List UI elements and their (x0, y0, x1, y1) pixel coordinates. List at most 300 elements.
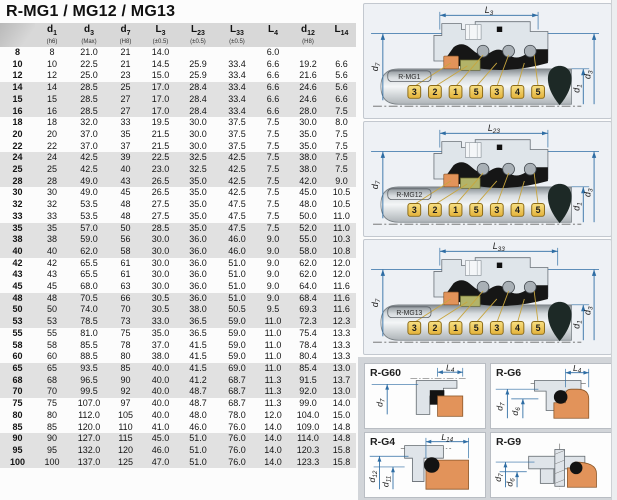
callout-number: 5 (535, 86, 541, 97)
table-cell: 51.0 (179, 445, 217, 457)
table-cell: 47.0 (142, 457, 179, 469)
table-cell: 20 (46, 128, 57, 139)
table-row (0, 328, 356, 340)
table-cell: 80 (120, 351, 131, 362)
table-cell: 41.5 (179, 363, 217, 375)
table-row (0, 59, 356, 71)
table-cell: 38 (0, 234, 35, 246)
table-cell: 9.0 (257, 246, 289, 258)
table-cell: 49.0 (69, 176, 109, 188)
table-cell: 24.6 (289, 82, 327, 94)
table-cell: 35.0 (179, 223, 217, 235)
table-cell: 78 (120, 339, 131, 350)
table-cell: 36.0 (189, 257, 207, 268)
table-cell: 42 (46, 257, 57, 268)
dim-label-d1: $d_1$ (571, 84, 584, 93)
column-header: $L_{14}$ (327, 23, 356, 47)
table-cell: 14.0 (257, 457, 289, 469)
table-cell: 7.5 (335, 140, 348, 151)
page-edge (611, 0, 617, 500)
table-cell: 47.5 (228, 199, 246, 210)
table-cell: 76.0 (217, 433, 257, 445)
seat-ring (438, 396, 463, 416)
table-row (0, 398, 356, 410)
table-cell: 41.2 (179, 375, 217, 387)
table-cell: 25.9 (189, 70, 207, 81)
table-cell: 65.5 (80, 269, 98, 280)
table-cell: 8.0 (335, 117, 348, 128)
table-cell: 66 (109, 293, 142, 305)
table-cell: 99.5 (69, 386, 109, 398)
table-cell: 69.0 (217, 363, 257, 375)
table-row (0, 386, 356, 398)
table-cell: 25.0 (80, 70, 98, 81)
table-cell: 91.5 (289, 375, 327, 387)
dim-label-d7: $d_7$ (494, 402, 507, 411)
table-row (0, 445, 356, 457)
table-cell: 11.0 (264, 327, 282, 338)
table-cell: 30 (12, 187, 23, 198)
table-row (0, 117, 356, 129)
table-cell: 112.0 (78, 409, 100, 420)
table-cell: 47.5 (217, 223, 257, 235)
table-cell: 25 (0, 164, 35, 176)
table-cell: 42.5 (69, 164, 109, 176)
table-cell: 132.0 (69, 445, 109, 457)
table-cell: 30.0 (142, 246, 179, 258)
table-cell: 92.0 (289, 386, 327, 398)
table-cell: 46.0 (217, 246, 257, 258)
diagram-name: R-G9 (496, 436, 522, 448)
drive-collar (465, 261, 481, 276)
table-cell: 36.5 (189, 327, 207, 338)
table-cell: 48 (120, 210, 131, 221)
o-ring (424, 457, 440, 473)
table-cell: 22 (46, 140, 57, 151)
table-cell: 42.5 (217, 152, 257, 164)
table-row (0, 457, 356, 469)
table-cell: 8 (49, 47, 55, 57)
diagram-name: R-MG1 (398, 73, 421, 81)
callout-number: 3 (411, 322, 417, 333)
table-cell: 78.5 (69, 316, 109, 328)
table-cell: 27.5 (151, 199, 170, 210)
callout-number: 4 (514, 86, 520, 97)
table-cell: 37 (120, 140, 131, 151)
table-row (0, 129, 356, 141)
table-cell: 38.0 (289, 152, 327, 164)
table-cell: 9.0 (327, 176, 356, 188)
table-cell: 24 (0, 152, 35, 164)
table-cell: 90 (109, 375, 142, 387)
table-cell: 62.0 (69, 246, 109, 258)
table-cell: 68 (0, 375, 35, 387)
table-cell: 50 (109, 223, 142, 235)
dim-label-d7: $d_7$ (369, 298, 382, 308)
page-title: R-MG1 / MG12 / MG13 (6, 3, 176, 20)
table-cell: 9.5 (257, 304, 289, 316)
table-cell: 92 (109, 386, 142, 398)
table-cell: 10.3 (327, 234, 356, 246)
table-cell: 21.6 (299, 70, 317, 81)
table-cell: 68.7 (228, 398, 246, 409)
table-cell: 14.8 (327, 433, 356, 445)
table-cell: 7.5 (257, 176, 289, 188)
table-cell: 51.0 (179, 457, 217, 469)
dim-label-d6: $d_6$ (510, 407, 522, 416)
dim-label-d12: $d_{12}$ (367, 470, 380, 483)
callout-number: 1 (453, 322, 459, 333)
table-cell: 25 (109, 82, 142, 94)
table-cell: 51.0 (228, 281, 246, 292)
table-cell: 11.0 (264, 339, 282, 350)
table-cell: 14.5 (151, 58, 170, 69)
table-cell: 33 (12, 210, 23, 221)
table-row (0, 82, 356, 94)
table-cell: 13.3 (332, 351, 351, 362)
set-screw (497, 145, 502, 150)
table-cell: 15.0 (151, 70, 170, 81)
table-row (0, 164, 356, 176)
table-cell: 30.5 (142, 293, 179, 305)
table-cell: 69.3 (289, 304, 327, 316)
column-header: $d_7$ (H8) (109, 23, 142, 47)
table-cell: 17.0 (142, 106, 179, 118)
table-cell: 45 (12, 281, 23, 292)
column-header: $d_3$ (Max) (69, 23, 109, 47)
table-cell: 53 (35, 316, 69, 328)
table-cell: 35.0 (189, 187, 207, 198)
table-cell: 120.3 (289, 445, 327, 457)
table-cell: 32.0 (80, 117, 98, 128)
table-cell: 6.6 (257, 94, 289, 106)
table-cell: 33 (46, 210, 57, 221)
column-header: $L_4$ (257, 23, 289, 47)
table-cell: 37.0 (151, 339, 170, 350)
callout-number: 4 (514, 204, 520, 215)
table-cell: 30.0 (151, 257, 170, 268)
table-row (0, 410, 356, 422)
diagram-section (358, 0, 617, 500)
dim-label-d3: $d_3$ (582, 70, 595, 79)
gland-part (540, 469, 554, 484)
table-cell: 50.0 (299, 210, 317, 221)
table-cell: 45 (46, 281, 57, 292)
dim-label-length: $L_3$ (484, 4, 494, 17)
diagram-name: R-MG13 (396, 309, 423, 317)
table-cell: 22.5 (142, 152, 179, 164)
table-cell: 51.0 (228, 257, 246, 268)
dim-label-d1: $d_1$ (571, 202, 584, 211)
table-cell: 27 (109, 94, 142, 106)
table-cell: 40 (109, 164, 142, 176)
table-cell: 6.6 (257, 106, 289, 118)
table-cell: 88.5 (80, 351, 98, 362)
table-cell: 75 (12, 398, 23, 409)
table-cell: 36.0 (179, 293, 217, 305)
table-cell: 14.0 (264, 421, 282, 432)
table-cell: 12.3 (327, 316, 356, 328)
dimensions-table (0, 23, 356, 468)
table-cell: 65 (35, 363, 69, 375)
table-cell: 35.0 (299, 128, 317, 139)
table-cell: 85.5 (80, 339, 98, 350)
table-cell (289, 47, 327, 59)
table-cell: 48 (120, 199, 131, 210)
table-cell: 48 (35, 293, 69, 305)
table-cell: 35.0 (189, 199, 207, 210)
table-cell: 59.0 (228, 327, 246, 338)
table-row (0, 70, 356, 82)
table-cell: 11.6 (327, 293, 356, 305)
table-cell: 73 (109, 316, 142, 328)
dim-label-l14: $L_{14}$ (441, 433, 454, 444)
table-cell: 37.5 (228, 117, 246, 128)
table-cell: 48.0 (299, 199, 317, 210)
table-cell: 19.5 (151, 117, 170, 128)
table-cell: 10 (46, 58, 57, 69)
table-cell: 25 (35, 164, 69, 176)
table-cell: 45 (120, 187, 131, 198)
table-cell: 40.0 (151, 398, 170, 409)
column-header (0, 23, 35, 47)
table-cell: 21.5 (151, 140, 170, 151)
table-cell: 30.0 (189, 128, 207, 139)
callout-number: 5 (535, 204, 541, 215)
table-cell: 80.4 (299, 351, 317, 362)
table-cell: 28.0 (289, 106, 327, 118)
table-cell: 20 (12, 128, 23, 139)
callout-number: 5 (473, 204, 479, 215)
table-cell: 28 (35, 176, 69, 188)
table-cell: 36.0 (189, 281, 207, 292)
column-header: $L_{23}$ (±0.5) (179, 23, 217, 47)
table-cell: 51.0 (228, 269, 246, 280)
table-cell: 95 (0, 445, 35, 457)
table-cell: 33.4 (228, 58, 246, 69)
table-cell: 61 (120, 269, 131, 280)
table-cell: 6.6 (335, 58, 348, 69)
table-cell: 58 (109, 246, 142, 258)
table-cell: 14.0 (332, 398, 351, 409)
table-cell: 62.0 (299, 257, 317, 268)
table-cell: 18 (46, 117, 57, 128)
callout-number: 5 (473, 322, 479, 333)
table-cell: 24.6 (289, 94, 327, 106)
table-cell: 85.4 (289, 363, 327, 375)
table-cell: 90 (0, 433, 35, 445)
table-cell: 70 (35, 386, 69, 398)
callout-number: 2 (432, 86, 438, 97)
table-cell: 120 (109, 445, 142, 457)
table-cell: 40 (0, 246, 35, 258)
diagram-r-g6 (490, 363, 612, 429)
table-cell: 63 (120, 281, 131, 292)
table-cell: 59.0 (217, 316, 257, 328)
callout-number: 3 (411, 86, 417, 97)
table-cell: 56 (109, 234, 142, 246)
table-cell: 33.4 (217, 82, 257, 94)
table-cell: 107.0 (77, 398, 101, 409)
table-cell: 9.0 (257, 293, 289, 305)
table-cell: 43 (46, 269, 57, 280)
table-cell: 33 (120, 117, 131, 128)
table-cell: 5.6 (335, 70, 348, 81)
table-cell: 53.5 (80, 199, 98, 210)
seal-cross-section (364, 122, 609, 234)
diagram-r-mg1 (363, 3, 612, 119)
table-cell: 68.4 (289, 293, 327, 305)
table-cell (179, 47, 217, 59)
callout-number: 4 (514, 322, 520, 333)
table-cell: 30.0 (189, 117, 207, 128)
table-cell: 22.5 (80, 58, 98, 69)
table-cell: 28 (0, 176, 35, 188)
table-cell: 100 (0, 457, 35, 469)
table-cell: 78.0 (228, 409, 246, 420)
bolt (555, 449, 565, 486)
diagram-r-mg13 (363, 239, 612, 355)
table-cell: 6.0 (266, 47, 280, 57)
table-cell: 85 (12, 421, 23, 432)
table-cell: 6.6 (266, 70, 280, 81)
table-row (0, 304, 356, 316)
table-cell: 42 (12, 257, 23, 268)
table-cell: 52.0 (289, 223, 327, 235)
table-cell: 42.5 (217, 164, 257, 176)
table-cell (217, 47, 257, 59)
table-cell: 55 (12, 327, 23, 338)
table-cell: 95 (35, 445, 69, 457)
table-cell: 28.5 (69, 106, 109, 118)
dim-label-d7: $d_7$ (493, 473, 506, 482)
table-cell: 74.0 (69, 304, 109, 316)
table-cell: 125 (109, 457, 142, 469)
table-cell: 36.5 (179, 316, 217, 328)
dim-label-l4: $L_4$ (572, 364, 582, 375)
table-row (0, 94, 356, 106)
table-cell: 123.3 (289, 457, 327, 469)
table-cell: 68.0 (80, 281, 98, 292)
table-cell: 25.9 (189, 58, 207, 69)
table-cell: 97 (120, 398, 131, 409)
set-screw (497, 263, 502, 268)
dim-label-d6: $d_6$ (504, 478, 517, 487)
dim-label-d1: $d_1$ (571, 320, 584, 329)
table-cell: 21 (120, 58, 131, 69)
table-cell: 27.5 (151, 210, 170, 221)
table-cell: 37.0 (80, 128, 98, 139)
table-cell: 41.0 (151, 421, 170, 432)
table-cell: 41.5 (189, 339, 207, 350)
table-cell: 9.0 (266, 281, 280, 292)
table-cell: 33.4 (228, 70, 246, 81)
table-cell: 65.5 (80, 257, 98, 268)
table-cell: 127.0 (69, 433, 109, 445)
table-cell: 32.5 (179, 152, 217, 164)
table-cell: 7.5 (266, 199, 280, 210)
callout-number: 1 (453, 86, 459, 97)
table-cell: 11.0 (257, 316, 289, 328)
table-cell: 60 (46, 351, 57, 362)
table-cell: 11.3 (257, 386, 289, 398)
table-cell: 37.5 (228, 128, 246, 139)
table-cell: 65 (0, 363, 35, 375)
drive-collar (465, 25, 481, 40)
table-cell: 35.0 (151, 327, 170, 338)
table-row (0, 375, 356, 387)
table-cell: 39 (109, 152, 142, 164)
table-cell: 45.0 (299, 187, 317, 198)
table-cell: 37.0 (80, 140, 98, 151)
table-cell: 62.0 (299, 269, 317, 280)
table-cell: 12 (12, 70, 23, 81)
table-cell: 30.0 (189, 140, 207, 151)
table-cell: 40.0 (142, 386, 179, 398)
callout-number: 1 (453, 204, 459, 215)
seal-cross-section (364, 4, 609, 116)
table-header (0, 23, 356, 47)
diagram-r-g4 (364, 432, 486, 498)
o-ring (570, 462, 583, 475)
table-cell: 13.0 (327, 363, 356, 375)
table-cell: 12.0 (264, 409, 282, 420)
table-cell: 21.0 (80, 47, 98, 57)
table-cell: 14 (35, 82, 69, 94)
table-cell: 15.8 (327, 445, 356, 457)
table-row (0, 199, 356, 211)
table-cell: 14.0 (257, 433, 289, 445)
table-row (0, 141, 356, 153)
table-cell: 68.7 (217, 375, 257, 387)
table-cell: 17.0 (142, 82, 179, 94)
table-cell: 8 (14, 47, 20, 57)
table-cell: 19.2 (299, 58, 317, 69)
table-cell: 70 (109, 304, 142, 316)
o-ring (554, 390, 568, 404)
dim-label-d7: $d_7$ (369, 180, 382, 190)
table-cell: 16 (0, 106, 35, 118)
diagram-name: R-G6 (496, 367, 522, 379)
table-row (0, 281, 356, 293)
table-cell: 38.0 (151, 351, 170, 362)
table-cell: 93.5 (69, 363, 109, 375)
table-cell: 137.0 (69, 457, 109, 469)
table-cell: 35.0 (189, 210, 207, 221)
table-cell: 120.0 (77, 421, 101, 432)
seal-cross-section (364, 240, 609, 352)
table-row (0, 340, 356, 352)
table-cell: 46.0 (189, 421, 207, 432)
callout-number: 3 (494, 204, 500, 215)
table-cell: 14.0 (257, 445, 289, 457)
table-cell: 7.5 (266, 140, 280, 151)
table-cell: 24 (35, 152, 69, 164)
table-cell: 57.0 (69, 223, 109, 235)
seat-diagrams (358, 357, 617, 500)
table-cell: 85 (46, 421, 57, 432)
table-cell: 85 (109, 363, 142, 375)
table-cell: 36.0 (179, 234, 217, 246)
table-cell: 47.5 (228, 210, 246, 221)
table-cell: 76.0 (217, 457, 257, 469)
table-cell: 81.0 (80, 327, 98, 338)
table-cell: 13.3 (332, 327, 351, 338)
table-row (0, 246, 356, 258)
table-row (0, 269, 356, 281)
table-cell: 28.4 (179, 82, 217, 94)
table-row (0, 316, 356, 328)
